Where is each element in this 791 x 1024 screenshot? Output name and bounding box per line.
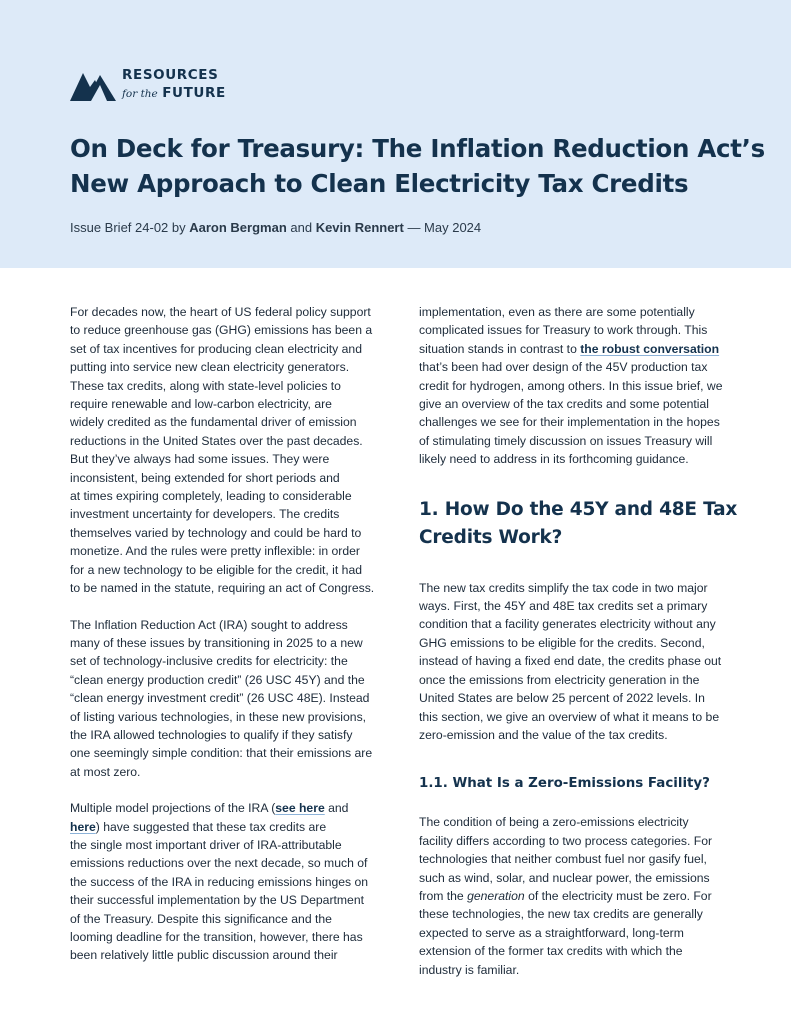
header-band xyxy=(0,0,791,268)
text-line: of the Treasury. Despite this significance and the xyxy=(70,911,332,926)
logo-future: FUTURE xyxy=(162,85,226,102)
text-line: at times expiring completely, leading to considerable xyxy=(70,489,352,504)
text-line: The Inflation Reduction Act (IRA) sought to address xyxy=(70,617,348,632)
text-line: widely credited as the fundamental driver of emission xyxy=(70,415,357,430)
text-line: once the emissions from electricity generation in the xyxy=(419,672,700,687)
text-run: and xyxy=(324,801,349,816)
text-line: technologies that neither combust fuel nor gasify fuel, xyxy=(419,852,707,867)
text-line: of listing various technologies, in these new provisions, xyxy=(70,709,367,724)
text-run: ) have suggested that these tax credits are xyxy=(95,819,327,834)
text-line: require renewable and low-carbon electricity, are xyxy=(70,397,332,412)
text-line: themselves varied by technology and could be hard to xyxy=(70,525,362,540)
heading-line: 1. How Do the 45Y and 48E Tax xyxy=(419,498,738,520)
text-run: situation stands in contrast to xyxy=(419,341,581,356)
text-line xyxy=(70,818,372,836)
text-line: these technologies, the new tax credits are generally xyxy=(419,907,703,922)
text-line: extension of the former tax credits with which the xyxy=(419,944,683,959)
text-line: But they’ve always had some issues. They were xyxy=(70,452,330,467)
paragraph xyxy=(70,799,372,965)
text-line: zero-emission and the value of the tax credits. xyxy=(419,727,668,742)
text-line: the IRA allowed technologies to qualify if they satisfy xyxy=(70,727,353,742)
text-run: from the xyxy=(419,888,468,903)
text-line: complicated issues for Treasury to work through. This xyxy=(419,323,708,338)
text-run: Multiple model projections of the IRA ( xyxy=(70,801,276,816)
text-line: been relatively little public discussion around their xyxy=(70,948,338,963)
text-line: one seemingly simple condition: that their emissions are xyxy=(70,746,373,761)
text-line: such as wind, solar, and nuclear power, the emissions xyxy=(419,870,710,885)
text-line xyxy=(419,340,721,358)
robust-conversation-link[interactable]: the robust conversation xyxy=(580,341,720,356)
paragraph xyxy=(70,303,375,598)
text-line: “clean energy production credit” (26 USC 45Y) and the xyxy=(70,672,365,687)
text-line xyxy=(419,887,721,905)
text-line: credit for hydrogen, among others. In this issue brief, we xyxy=(419,378,723,393)
left-column xyxy=(70,303,375,965)
text-line: investment uncertainty for developers. The credits xyxy=(70,507,340,522)
byline-prefix: Issue Brief 24-02 by xyxy=(70,220,190,235)
paragraph xyxy=(419,579,721,745)
text-line: looming deadline for the transition, however, there has xyxy=(70,930,363,944)
text-line: this section, we give an overview of what it means to be xyxy=(419,709,720,724)
text-line: set of tax incentives for producing clean electricity and xyxy=(70,341,362,356)
text-line: at most zero. xyxy=(70,764,141,779)
text-line: reductions in the United States over the past decades. xyxy=(70,433,363,448)
text-line: The new tax credits simplify the tax code in two major xyxy=(419,580,708,595)
text-line: monetize. And the rules were pretty inflexible: in order xyxy=(70,544,360,559)
text-line: challenges we see for their implementation in the hopes xyxy=(419,415,720,430)
text-line: inconsistent, being extended for short periods and xyxy=(70,470,340,485)
text-line: give an overview of the tax credits and some potential xyxy=(419,397,709,412)
text-line: These tax credits, along with state-level policies to xyxy=(70,378,341,393)
byline-date: — May 2024 xyxy=(403,220,482,235)
text-line: to reduce greenhouse gas (GHG) emissions has been a xyxy=(70,323,373,338)
text-line: ways. First, the 45Y and 48E tax credits set a primary xyxy=(419,599,708,614)
byline xyxy=(70,220,481,235)
text-line: GHG emissions to be eligible for the credits. Second, xyxy=(419,635,705,650)
subsection-heading: 1.1. What Is a Zero-Emissions Facility? xyxy=(419,776,710,792)
text-line: For decades now, the heart of US federal policy support xyxy=(70,305,371,319)
author-link[interactable]: Aaron Bergman xyxy=(189,220,287,235)
mountain-logo-icon xyxy=(70,69,116,101)
author-link[interactable]: Kevin Rennert xyxy=(315,220,404,235)
text-line: for a new technology to be eligible for the credit, it had xyxy=(70,562,363,577)
heading-line: Credits Work? xyxy=(419,526,563,548)
section-heading xyxy=(419,496,738,552)
text-line: the success of the IRA in reducing emissions hinges on xyxy=(70,874,369,889)
text-run: of the electricity must be zero. For xyxy=(524,888,712,903)
paragraph xyxy=(419,303,721,469)
text-line: their successful implementation by the US Department xyxy=(70,893,364,908)
byline-and: and xyxy=(286,220,316,235)
text-line: The condition of being a zero-emissions electricity xyxy=(419,815,689,830)
text-line: many of these issues by transitioning in 2025 to a new xyxy=(70,635,363,650)
text-line: the single most important driver of IRA-attributable xyxy=(70,837,342,852)
emphasis: generation xyxy=(467,888,525,903)
text-line: to be named in the statute, requiring an act of Congress. xyxy=(70,581,375,596)
rff-logo[interactable] xyxy=(70,68,226,102)
text-line: condition that a facility generates electricity without any xyxy=(419,617,716,632)
logo-resources: RESOURCES xyxy=(122,66,219,83)
text-line: industry is familiar. xyxy=(419,962,520,977)
text-line: expected to serve as a straightforward, long-term xyxy=(419,925,684,940)
title-line: On Deck for Treasury: The Inflation Reduction Act’s xyxy=(70,134,765,163)
paragraph xyxy=(419,813,721,979)
logo-for-the: for the xyxy=(122,88,158,101)
here-link[interactable]: here xyxy=(70,819,96,834)
see-here-link[interactable]: see here xyxy=(275,801,325,816)
title-line: New Approach to Clean Electricity Tax Credits xyxy=(70,169,689,198)
right-column xyxy=(419,303,738,979)
text-line: implementation, even as there are some potentially xyxy=(419,305,695,319)
text-line: of stimulating timely discussion on issues Treasury will xyxy=(419,433,713,448)
text-line: likely need to address in its forthcoming guidance. xyxy=(419,452,689,467)
text-line: that’s been had over design of the 45V production tax xyxy=(419,360,708,375)
text-line: instead of having a fixed end date, the credits phase out xyxy=(419,654,722,669)
text-line: emissions reductions over the next decade, so much of xyxy=(70,856,368,871)
paragraph xyxy=(70,616,372,782)
text-line xyxy=(70,799,372,817)
page-title xyxy=(70,131,765,201)
text-line: facility differs according to two process categories. For xyxy=(419,833,713,848)
logo-wordmark xyxy=(122,66,226,102)
text-line: “clean energy investment credit” (26 USC 48E). Instead xyxy=(70,691,370,706)
text-line: set of technology-inclusive credits for electricity: the xyxy=(70,654,348,669)
text-line: putting into service new clean electricity generators. xyxy=(70,360,350,375)
text-line: United States are below 25 percent of 2022 levels. In xyxy=(419,691,705,706)
